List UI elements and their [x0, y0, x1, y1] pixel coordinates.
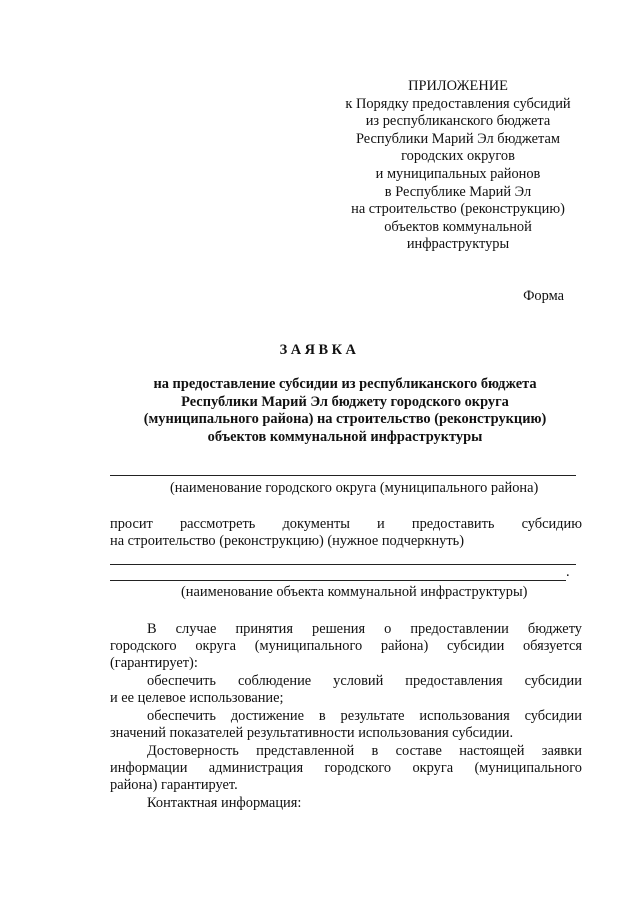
- appendix-line: объектов коммунальной: [384, 218, 532, 235]
- appendix-line: инфраструктуры: [406, 236, 510, 253]
- object-name-blank-line-2[interactable]: [110, 580, 566, 581]
- appendix-line: на строительство (реконструкцию): [351, 201, 565, 218]
- word: района): [380, 638, 429, 654]
- subject-line: Республики Марий Эл бюджету городского округа: [181, 393, 509, 410]
- district-name-caption: (наименование городского округа (муниципального района): [170, 480, 539, 496]
- word: предоставить: [411, 516, 495, 532]
- word: случае: [175, 621, 217, 637]
- appendix-line: из республиканского бюджета: [365, 113, 551, 130]
- word: документы: [282, 516, 350, 532]
- word: предоставлении: [410, 621, 509, 637]
- paragraph-3-line-1: [147, 708, 582, 725]
- appendix-line: в Республике Марий Эл: [384, 183, 532, 200]
- word: рассмотреть: [179, 516, 256, 532]
- paragraph-4-line-3: района) гарантирует.: [110, 777, 238, 793]
- paragraph-2-line-2: и ее целевое использование;: [110, 690, 284, 706]
- appendix-block: [330, 78, 586, 254]
- word: округа: [412, 760, 454, 776]
- word: и: [377, 516, 385, 532]
- word: заявки: [541, 743, 582, 759]
- word: представленной: [256, 743, 355, 759]
- paragraph-4-line-1: [147, 743, 582, 760]
- subject-line: объектов коммунальной инфраструктуры: [207, 428, 483, 445]
- word: достижение: [230, 708, 305, 724]
- word: условий: [333, 673, 384, 689]
- word: (муниципального: [474, 760, 582, 776]
- object-name-caption: (наименование объекта коммунальной инфраструктуры): [181, 584, 528, 600]
- word: обязуется: [522, 638, 582, 654]
- paragraph-2-line-1: [147, 673, 582, 690]
- word: в: [371, 743, 379, 759]
- form-label: Форма: [523, 288, 564, 304]
- word: соблюдение: [237, 673, 312, 689]
- word: субсидии: [446, 638, 505, 654]
- word: субсидии: [524, 708, 582, 724]
- subject-line: (муниципального района) на строительство (реконструкцию): [143, 411, 547, 428]
- word: использования: [419, 708, 510, 724]
- appendix-line: Республики Марий Эл бюджетам: [355, 130, 561, 147]
- word: предоставления: [405, 673, 503, 689]
- word: субсидию: [521, 516, 582, 532]
- word: В: [147, 621, 157, 637]
- word: информации: [110, 760, 188, 776]
- appendix-line: и муниципальных районов: [375, 165, 541, 182]
- word: округа: [195, 638, 236, 654]
- word: составе: [395, 743, 442, 759]
- request-line-2: на строительство (реконструкцию) (нужное подчеркнуть): [110, 533, 464, 549]
- subject-line: на предоставление субсидии из республиканского бюджета: [153, 376, 537, 392]
- object-name-blank-line-1[interactable]: [110, 564, 576, 565]
- appendix-line: городских округов: [401, 148, 515, 165]
- word: обеспечить: [147, 708, 216, 724]
- appendix-line: к Порядку предоставления субсидий: [345, 95, 571, 112]
- word: городского: [324, 760, 392, 776]
- word: настоящей: [459, 743, 525, 759]
- paragraph-1-line-3: (гарантирует):: [110, 655, 198, 671]
- word: принятия: [235, 621, 293, 637]
- word: решения: [312, 621, 366, 637]
- period-mark: .: [566, 564, 570, 580]
- word: в: [318, 708, 326, 724]
- word: о: [384, 621, 392, 637]
- word: субсидии: [524, 673, 582, 689]
- word: городского: [110, 638, 177, 654]
- word: (муниципального: [254, 638, 363, 654]
- word: результате: [340, 708, 405, 724]
- word: обеспечить: [147, 673, 216, 689]
- paragraph-1-line-2: [110, 638, 582, 655]
- document-heading: ЗАЯВКА: [279, 342, 360, 358]
- word: администрация: [208, 760, 304, 776]
- paragraph-3-line-2: значений показателей результативности использования субсидии.: [110, 725, 514, 741]
- contact-info-label: Контактная информация:: [147, 795, 302, 811]
- word: просит: [110, 516, 153, 532]
- paragraph-4-line-2: [110, 760, 582, 777]
- appendix-title: ПРИЛОЖЕНИЕ: [408, 78, 508, 94]
- paragraph-1-line-1: [147, 621, 582, 638]
- word: бюджету: [527, 621, 582, 637]
- district-name-blank-line[interactable]: [110, 475, 576, 476]
- request-line-1: [110, 516, 582, 533]
- word: Достоверность: [147, 743, 239, 759]
- document-subject: [110, 376, 580, 446]
